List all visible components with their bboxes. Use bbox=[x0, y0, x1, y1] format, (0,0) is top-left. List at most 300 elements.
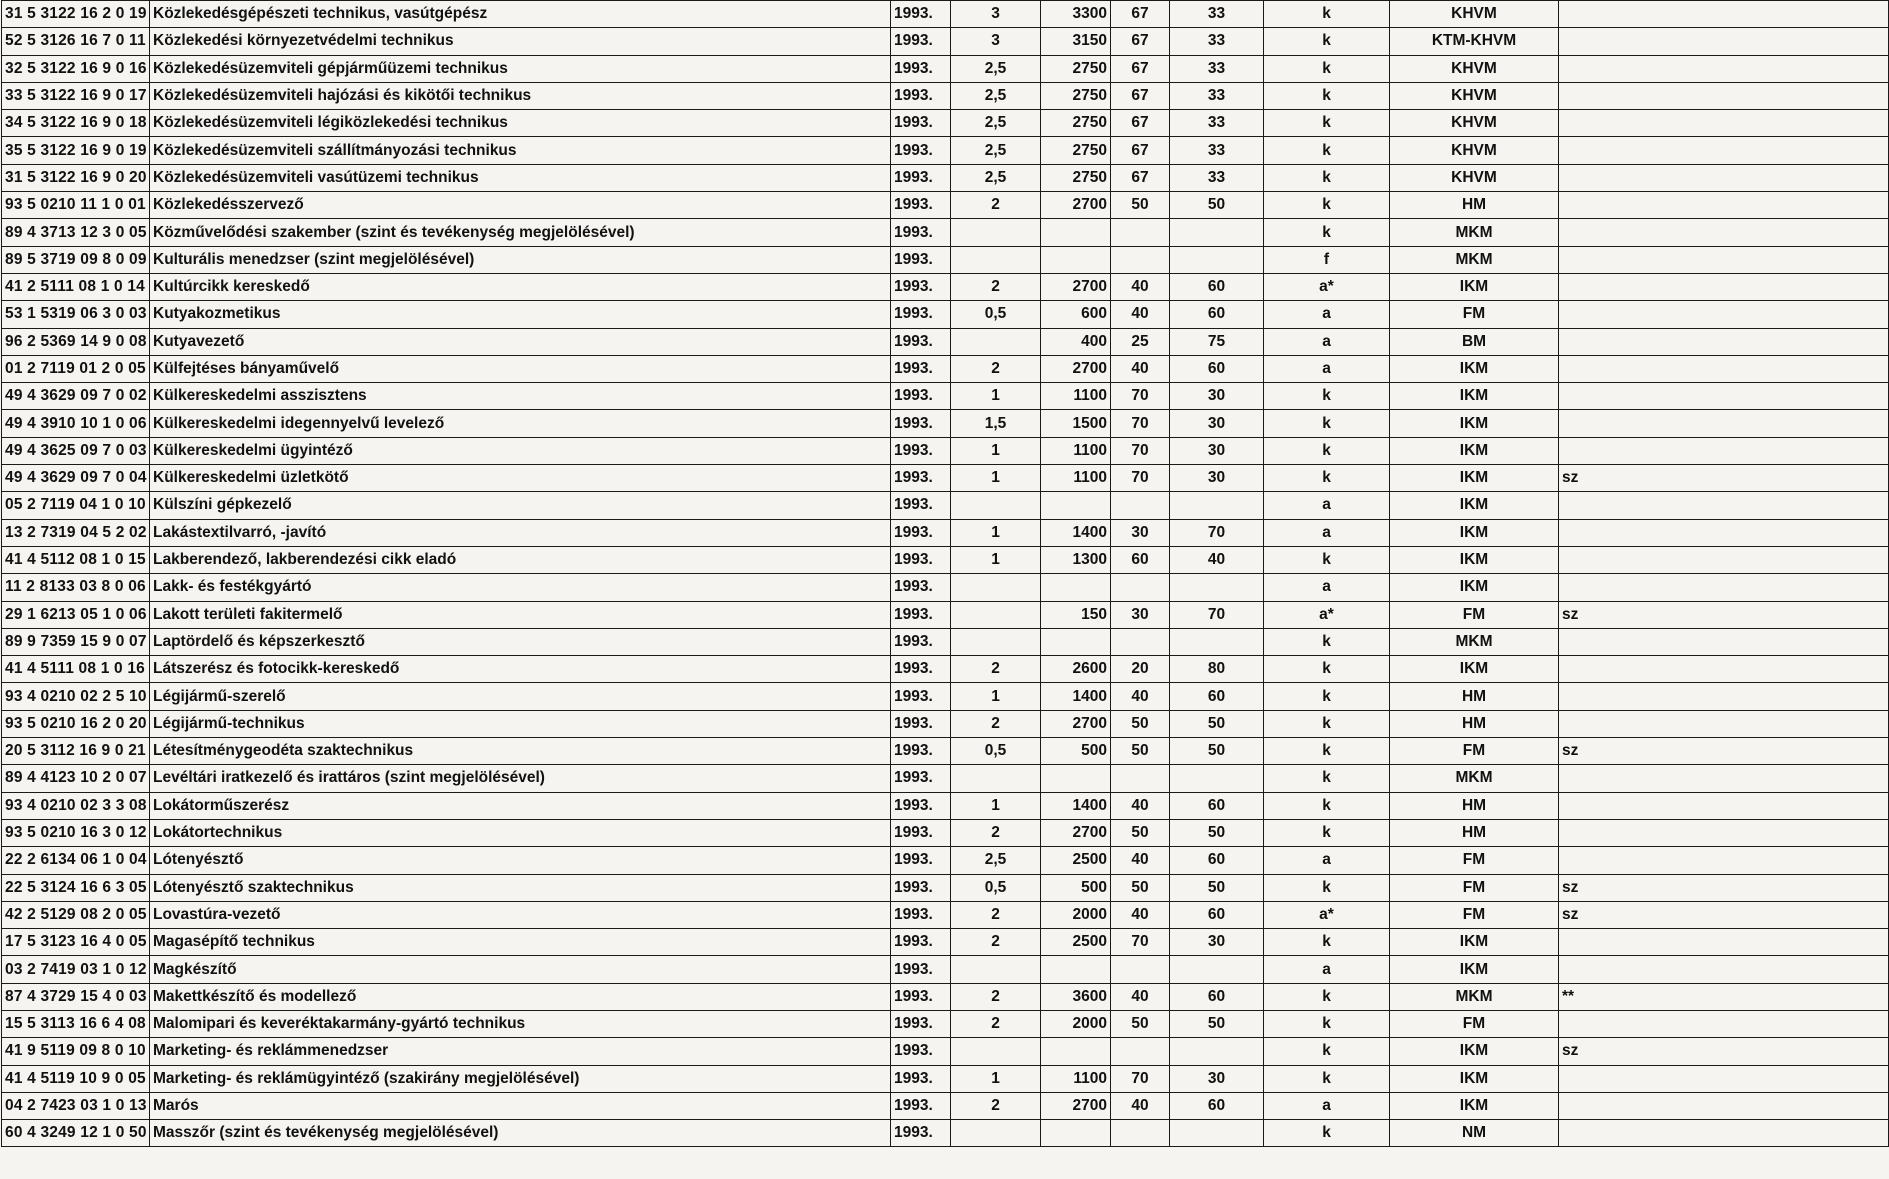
training-hours-cell: 2700 bbox=[1041, 1092, 1111, 1119]
ministry-cell: FM bbox=[1390, 874, 1559, 901]
training-hours-cell bbox=[1041, 765, 1111, 792]
ministry-cell: KHVM bbox=[1390, 137, 1559, 164]
year-cell: 1993. bbox=[891, 956, 951, 983]
year-cell: 1993. bbox=[891, 628, 951, 655]
training-hours-cell: 500 bbox=[1041, 874, 1111, 901]
qualification-type-cell: a* bbox=[1264, 901, 1390, 928]
practice-percent-cell: 50 bbox=[1170, 192, 1264, 219]
table-row bbox=[2, 847, 1889, 874]
note-cell: sz bbox=[1559, 874, 1889, 901]
training-duration-cell: 1,5 bbox=[951, 410, 1041, 437]
note-cell bbox=[1559, 819, 1889, 846]
qualification-type-cell: k bbox=[1264, 383, 1390, 410]
classification-code-cell: 17 5 3123 16 4 0 05 bbox=[2, 929, 150, 956]
ministry-cell: IKM bbox=[1390, 383, 1559, 410]
note-cell bbox=[1559, 28, 1889, 55]
classification-code-cell: 41 9 5119 09 8 0 10 bbox=[2, 1038, 150, 1065]
note-cell: sz bbox=[1559, 738, 1889, 765]
practice-percent-cell: 60 bbox=[1170, 792, 1264, 819]
table-row bbox=[2, 710, 1889, 737]
ministry-cell: KHVM bbox=[1390, 164, 1559, 191]
table-row bbox=[2, 901, 1889, 928]
theory-percent-cell bbox=[1111, 574, 1170, 601]
year-cell: 1993. bbox=[891, 765, 951, 792]
note-cell bbox=[1559, 328, 1889, 355]
training-hours-cell: 2700 bbox=[1041, 192, 1111, 219]
theory-percent-cell: 70 bbox=[1111, 465, 1170, 492]
note-cell bbox=[1559, 301, 1889, 328]
training-duration-cell: 2 bbox=[951, 355, 1041, 382]
classification-code-cell: 52 5 3126 16 7 0 11 bbox=[2, 28, 150, 55]
practice-percent-cell: 60 bbox=[1170, 683, 1264, 710]
ministry-cell: MKM bbox=[1390, 765, 1559, 792]
theory-percent-cell: 50 bbox=[1111, 192, 1170, 219]
table-row bbox=[2, 492, 1889, 519]
theory-percent-cell: 67 bbox=[1111, 164, 1170, 191]
ministry-cell: FM bbox=[1390, 601, 1559, 628]
table-row bbox=[2, 628, 1889, 655]
theory-percent-cell: 50 bbox=[1111, 819, 1170, 846]
practice-percent-cell: 60 bbox=[1170, 1092, 1264, 1119]
classification-code-cell: 89 4 4123 10 2 0 07 bbox=[2, 765, 150, 792]
ministry-cell: IKM bbox=[1390, 465, 1559, 492]
theory-percent-cell: 40 bbox=[1111, 273, 1170, 300]
table-row bbox=[2, 546, 1889, 573]
year-cell: 1993. bbox=[891, 465, 951, 492]
practice-percent-cell: 50 bbox=[1170, 819, 1264, 846]
note-cell bbox=[1559, 929, 1889, 956]
ministry-cell: HM bbox=[1390, 819, 1559, 846]
note-cell bbox=[1559, 219, 1889, 246]
practice-percent-cell: 30 bbox=[1170, 437, 1264, 464]
practice-percent-cell: 30 bbox=[1170, 929, 1264, 956]
classification-code-cell: 31 5 3122 16 2 0 19 bbox=[2, 1, 150, 28]
training-duration-cell bbox=[951, 765, 1041, 792]
training-duration-cell: 2 bbox=[951, 656, 1041, 683]
practice-percent-cell bbox=[1170, 574, 1264, 601]
training-duration-cell: 1 bbox=[951, 683, 1041, 710]
note-cell bbox=[1559, 519, 1889, 546]
theory-percent-cell: 67 bbox=[1111, 110, 1170, 137]
qualification-type-cell: a bbox=[1264, 956, 1390, 983]
table-row bbox=[2, 164, 1889, 191]
qualification-type-cell: k bbox=[1264, 82, 1390, 109]
year-cell: 1993. bbox=[891, 601, 951, 628]
practice-percent-cell: 33 bbox=[1170, 137, 1264, 164]
year-cell: 1993. bbox=[891, 55, 951, 82]
year-cell: 1993. bbox=[891, 192, 951, 219]
training-duration-cell: 0,5 bbox=[951, 738, 1041, 765]
ministry-cell: HM bbox=[1390, 683, 1559, 710]
ministry-cell: KHVM bbox=[1390, 110, 1559, 137]
classification-code-cell: 22 2 6134 06 1 0 04 bbox=[2, 847, 150, 874]
theory-percent-cell: 25 bbox=[1111, 328, 1170, 355]
table-row bbox=[2, 301, 1889, 328]
occupation-name-cell: Közlekedésüzemviteli légiközlekedési technikus bbox=[150, 110, 891, 137]
practice-percent-cell: 33 bbox=[1170, 110, 1264, 137]
theory-percent-cell: 40 bbox=[1111, 901, 1170, 928]
table-row bbox=[2, 519, 1889, 546]
classification-code-cell: 96 2 5369 14 9 0 08 bbox=[2, 328, 150, 355]
ministry-cell: IKM bbox=[1390, 546, 1559, 573]
theory-percent-cell: 40 bbox=[1111, 983, 1170, 1010]
note-cell bbox=[1559, 792, 1889, 819]
occupation-name-cell: Közlekedésgépészeti technikus, vasútgépész bbox=[150, 1, 891, 28]
table-row bbox=[2, 465, 1889, 492]
classification-code-cell: 33 5 3122 16 9 0 17 bbox=[2, 82, 150, 109]
theory-percent-cell: 70 bbox=[1111, 410, 1170, 437]
qualification-type-cell: k bbox=[1264, 628, 1390, 655]
training-hours-cell: 1100 bbox=[1041, 465, 1111, 492]
year-cell: 1993. bbox=[891, 164, 951, 191]
qualification-type-cell: k bbox=[1264, 1010, 1390, 1037]
note-cell bbox=[1559, 192, 1889, 219]
note-cell bbox=[1559, 574, 1889, 601]
training-duration-cell bbox=[951, 574, 1041, 601]
year-cell: 1993. bbox=[891, 219, 951, 246]
table-row bbox=[2, 355, 1889, 382]
practice-percent-cell: 75 bbox=[1170, 328, 1264, 355]
ministry-cell: KHVM bbox=[1390, 1, 1559, 28]
training-hours-cell bbox=[1041, 628, 1111, 655]
training-duration-cell bbox=[951, 492, 1041, 519]
practice-percent-cell bbox=[1170, 219, 1264, 246]
training-hours-cell: 2750 bbox=[1041, 82, 1111, 109]
occupation-name-cell: Malomipari és keveréktakarmány-gyártó technikus bbox=[150, 1010, 891, 1037]
note-cell bbox=[1559, 355, 1889, 382]
qualification-type-cell: k bbox=[1264, 137, 1390, 164]
training-duration-cell bbox=[951, 246, 1041, 273]
note-cell bbox=[1559, 273, 1889, 300]
practice-percent-cell: 70 bbox=[1170, 601, 1264, 628]
practice-percent-cell: 70 bbox=[1170, 519, 1264, 546]
training-hours-cell: 3300 bbox=[1041, 1, 1111, 28]
qualification-type-cell: a bbox=[1264, 847, 1390, 874]
year-cell: 1993. bbox=[891, 246, 951, 273]
qualification-type-cell: a bbox=[1264, 519, 1390, 546]
note-cell bbox=[1559, 246, 1889, 273]
practice-percent-cell bbox=[1170, 1038, 1264, 1065]
classification-code-cell: 29 1 6213 05 1 0 06 bbox=[2, 601, 150, 628]
table-row bbox=[2, 82, 1889, 109]
occupation-name-cell: Lótenyésztő bbox=[150, 847, 891, 874]
ministry-cell: MKM bbox=[1390, 219, 1559, 246]
theory-percent-cell bbox=[1111, 765, 1170, 792]
practice-percent-cell: 50 bbox=[1170, 738, 1264, 765]
table-row bbox=[2, 819, 1889, 846]
training-hours-cell: 2700 bbox=[1041, 819, 1111, 846]
qualification-type-cell: k bbox=[1264, 219, 1390, 246]
year-cell: 1993. bbox=[891, 437, 951, 464]
qualification-type-cell: k bbox=[1264, 55, 1390, 82]
occupation-name-cell: Közlekedésüzemviteli szállítmányozási technikus bbox=[150, 137, 891, 164]
year-cell: 1993. bbox=[891, 901, 951, 928]
occupation-name-cell: Közlekedésüzemviteli gépjárműüzemi technikus bbox=[150, 55, 891, 82]
occupation-name-cell: Lakberendező, lakberendezési cikk eladó bbox=[150, 546, 891, 573]
year-cell: 1993. bbox=[891, 738, 951, 765]
classification-code-cell: 93 5 0210 16 2 0 20 bbox=[2, 710, 150, 737]
training-duration-cell: 2,5 bbox=[951, 55, 1041, 82]
qualification-type-cell: a bbox=[1264, 355, 1390, 382]
training-duration-cell bbox=[951, 601, 1041, 628]
qualification-type-cell: a bbox=[1264, 574, 1390, 601]
training-hours-cell: 2700 bbox=[1041, 355, 1111, 382]
year-cell: 1993. bbox=[891, 1065, 951, 1092]
theory-percent-cell: 40 bbox=[1111, 355, 1170, 382]
theory-percent-cell: 30 bbox=[1111, 519, 1170, 546]
occupation-name-cell: Közművelődési szakember (szint és tevékenység megjelölésével) bbox=[150, 219, 891, 246]
qualification-type-cell: a bbox=[1264, 301, 1390, 328]
occupation-name-cell: Közlekedésszervező bbox=[150, 192, 891, 219]
register-body bbox=[2, 1, 1889, 1147]
qualification-type-cell: k bbox=[1264, 164, 1390, 191]
qualification-type-cell: k bbox=[1264, 656, 1390, 683]
practice-percent-cell bbox=[1170, 492, 1264, 519]
year-cell: 1993. bbox=[891, 137, 951, 164]
training-hours-cell: 2700 bbox=[1041, 710, 1111, 737]
classification-code-cell: 13 2 7319 04 5 2 02 bbox=[2, 519, 150, 546]
ministry-cell: MKM bbox=[1390, 628, 1559, 655]
training-hours-cell: 150 bbox=[1041, 601, 1111, 628]
table-row bbox=[2, 1, 1889, 28]
classification-code-cell: 15 5 3113 16 6 4 08 bbox=[2, 1010, 150, 1037]
occupation-name-cell: Lakott területi fakitermelő bbox=[150, 601, 891, 628]
training-duration-cell: 2 bbox=[951, 710, 1041, 737]
classification-code-cell: 04 2 7423 03 1 0 13 bbox=[2, 1092, 150, 1119]
theory-percent-cell: 67 bbox=[1111, 55, 1170, 82]
qualification-type-cell: k bbox=[1264, 683, 1390, 710]
practice-percent-cell: 30 bbox=[1170, 1065, 1264, 1092]
practice-percent-cell: 33 bbox=[1170, 55, 1264, 82]
ministry-cell: IKM bbox=[1390, 1065, 1559, 1092]
classification-code-cell: 87 4 3729 15 4 0 03 bbox=[2, 983, 150, 1010]
classification-code-cell: 11 2 8133 03 8 0 06 bbox=[2, 574, 150, 601]
theory-percent-cell: 20 bbox=[1111, 656, 1170, 683]
training-duration-cell: 2,5 bbox=[951, 137, 1041, 164]
classification-code-cell: 89 4 3713 12 3 0 05 bbox=[2, 219, 150, 246]
occupation-name-cell: Külkereskedelmi üzletkötő bbox=[150, 465, 891, 492]
training-duration-cell: 2 bbox=[951, 1092, 1041, 1119]
occupation-name-cell: Kultúrcikk kereskedő bbox=[150, 273, 891, 300]
qualification-type-cell: k bbox=[1264, 1038, 1390, 1065]
theory-percent-cell: 60 bbox=[1111, 546, 1170, 573]
ministry-cell: HM bbox=[1390, 710, 1559, 737]
theory-percent-cell bbox=[1111, 219, 1170, 246]
classification-code-cell: 35 5 3122 16 9 0 19 bbox=[2, 137, 150, 164]
training-duration-cell: 3 bbox=[951, 1, 1041, 28]
training-hours-cell bbox=[1041, 219, 1111, 246]
year-cell: 1993. bbox=[891, 110, 951, 137]
training-duration-cell: 0,5 bbox=[951, 301, 1041, 328]
qualification-type-cell: k bbox=[1264, 546, 1390, 573]
occupation-name-cell: Légijármű-technikus bbox=[150, 710, 891, 737]
note-cell bbox=[1559, 82, 1889, 109]
year-cell: 1993. bbox=[891, 519, 951, 546]
training-hours-cell bbox=[1041, 574, 1111, 601]
year-cell: 1993. bbox=[891, 792, 951, 819]
table-row bbox=[2, 956, 1889, 983]
occupation-name-cell: Külkereskedelmi idegennyelvű levelező bbox=[150, 410, 891, 437]
occupation-name-cell: Masszőr (szint és tevékenység megjelölésével) bbox=[150, 1120, 891, 1147]
practice-percent-cell: 30 bbox=[1170, 465, 1264, 492]
table-row bbox=[2, 1038, 1889, 1065]
occupation-name-cell: Külszíni gépkezelő bbox=[150, 492, 891, 519]
classification-code-cell: 32 5 3122 16 9 0 16 bbox=[2, 55, 150, 82]
classification-code-cell: 41 4 5112 08 1 0 15 bbox=[2, 546, 150, 573]
year-cell: 1993. bbox=[891, 355, 951, 382]
table-row bbox=[2, 574, 1889, 601]
practice-percent-cell: 30 bbox=[1170, 383, 1264, 410]
classification-code-cell: 53 1 5319 06 3 0 03 bbox=[2, 301, 150, 328]
qualification-type-cell: k bbox=[1264, 1, 1390, 28]
training-hours-cell: 2600 bbox=[1041, 656, 1111, 683]
practice-percent-cell: 60 bbox=[1170, 355, 1264, 382]
table-row bbox=[2, 792, 1889, 819]
table-row bbox=[2, 383, 1889, 410]
training-duration-cell bbox=[951, 219, 1041, 246]
theory-percent-cell: 40 bbox=[1111, 301, 1170, 328]
occupation-name-cell: Lovastúra-vezető bbox=[150, 901, 891, 928]
qualification-type-cell: a bbox=[1264, 328, 1390, 355]
training-hours-cell: 2700 bbox=[1041, 273, 1111, 300]
ministry-cell: KTM-KHVM bbox=[1390, 28, 1559, 55]
classification-code-cell: 05 2 7119 04 1 0 10 bbox=[2, 492, 150, 519]
training-duration-cell: 0,5 bbox=[951, 874, 1041, 901]
note-cell bbox=[1559, 437, 1889, 464]
table-row bbox=[2, 192, 1889, 219]
training-duration-cell: 2 bbox=[951, 1010, 1041, 1037]
training-hours-cell bbox=[1041, 1120, 1111, 1147]
occupation-name-cell: Lokátortechnikus bbox=[150, 819, 891, 846]
table-row bbox=[2, 28, 1889, 55]
ministry-cell: IKM bbox=[1390, 956, 1559, 983]
training-hours-cell: 2750 bbox=[1041, 110, 1111, 137]
occupation-name-cell: Marketing- és reklámmenedzser bbox=[150, 1038, 891, 1065]
training-duration-cell: 2,5 bbox=[951, 82, 1041, 109]
occupation-name-cell: Légijármű-szerelő bbox=[150, 683, 891, 710]
year-cell: 1993. bbox=[891, 983, 951, 1010]
ministry-cell: IKM bbox=[1390, 273, 1559, 300]
training-duration-cell: 2,5 bbox=[951, 110, 1041, 137]
training-duration-cell: 1 bbox=[951, 437, 1041, 464]
occupation-name-cell: Kutyavezető bbox=[150, 328, 891, 355]
theory-percent-cell: 70 bbox=[1111, 383, 1170, 410]
year-cell: 1993. bbox=[891, 710, 951, 737]
qualification-type-cell: k bbox=[1264, 710, 1390, 737]
theory-percent-cell: 50 bbox=[1111, 874, 1170, 901]
theory-percent-cell: 50 bbox=[1111, 710, 1170, 737]
note-cell: sz bbox=[1559, 901, 1889, 928]
year-cell: 1993. bbox=[891, 683, 951, 710]
theory-percent-cell: 30 bbox=[1111, 601, 1170, 628]
note-cell bbox=[1559, 1092, 1889, 1119]
note-cell bbox=[1559, 383, 1889, 410]
qualification-type-cell: k bbox=[1264, 819, 1390, 846]
ministry-cell: IKM bbox=[1390, 355, 1559, 382]
year-cell: 1993. bbox=[891, 410, 951, 437]
training-hours-cell: 1300 bbox=[1041, 546, 1111, 573]
theory-percent-cell: 67 bbox=[1111, 82, 1170, 109]
practice-percent-cell: 40 bbox=[1170, 546, 1264, 573]
note-cell bbox=[1559, 410, 1889, 437]
classification-code-cell: 89 5 3719 09 8 0 09 bbox=[2, 246, 150, 273]
practice-percent-cell: 50 bbox=[1170, 710, 1264, 737]
table-row bbox=[2, 1010, 1889, 1037]
classification-code-cell: 93 4 0210 02 3 3 08 bbox=[2, 792, 150, 819]
theory-percent-cell bbox=[1111, 1120, 1170, 1147]
training-hours-cell: 1100 bbox=[1041, 383, 1111, 410]
occupation-name-cell: Marketing- és reklámügyintéző (szakirány megjelölésével) bbox=[150, 1065, 891, 1092]
ministry-cell: FM bbox=[1390, 301, 1559, 328]
ministry-cell: FM bbox=[1390, 1010, 1559, 1037]
classification-code-cell: 93 5 0210 16 3 0 12 bbox=[2, 819, 150, 846]
occupation-name-cell: Közlekedésüzemviteli hajózási és kikötői technikus bbox=[150, 82, 891, 109]
theory-percent-cell: 70 bbox=[1111, 1065, 1170, 1092]
training-hours-cell: 2500 bbox=[1041, 847, 1111, 874]
note-cell: ** bbox=[1559, 983, 1889, 1010]
table-row bbox=[2, 328, 1889, 355]
training-hours-cell: 1500 bbox=[1041, 410, 1111, 437]
occupation-register-table bbox=[1, 0, 1889, 1147]
practice-percent-cell bbox=[1170, 246, 1264, 273]
year-cell: 1993. bbox=[891, 273, 951, 300]
practice-percent-cell: 60 bbox=[1170, 983, 1264, 1010]
practice-percent-cell bbox=[1170, 765, 1264, 792]
qualification-type-cell: a bbox=[1264, 492, 1390, 519]
training-duration-cell: 1 bbox=[951, 1065, 1041, 1092]
ministry-cell: IKM bbox=[1390, 1038, 1559, 1065]
table-row bbox=[2, 983, 1889, 1010]
training-hours-cell: 1400 bbox=[1041, 792, 1111, 819]
practice-percent-cell: 50 bbox=[1170, 1010, 1264, 1037]
theory-percent-cell: 50 bbox=[1111, 1010, 1170, 1037]
note-cell bbox=[1559, 683, 1889, 710]
table-row bbox=[2, 273, 1889, 300]
training-duration-cell bbox=[951, 328, 1041, 355]
theory-percent-cell: 50 bbox=[1111, 738, 1170, 765]
theory-percent-cell bbox=[1111, 492, 1170, 519]
occupation-name-cell: Magkészítő bbox=[150, 956, 891, 983]
occupation-name-cell: Külkereskedelmi ügyintéző bbox=[150, 437, 891, 464]
ministry-cell: IKM bbox=[1390, 656, 1559, 683]
year-cell: 1993. bbox=[891, 574, 951, 601]
classification-code-cell: 41 4 5119 10 9 0 05 bbox=[2, 1065, 150, 1092]
table-row bbox=[2, 410, 1889, 437]
ministry-cell: HM bbox=[1390, 792, 1559, 819]
practice-percent-cell bbox=[1170, 1120, 1264, 1147]
theory-percent-cell: 67 bbox=[1111, 28, 1170, 55]
training-duration-cell: 1 bbox=[951, 792, 1041, 819]
table-row bbox=[2, 929, 1889, 956]
training-hours-cell: 2000 bbox=[1041, 1010, 1111, 1037]
classification-code-cell: 22 5 3124 16 6 3 05 bbox=[2, 874, 150, 901]
training-duration-cell: 3 bbox=[951, 28, 1041, 55]
practice-percent-cell: 80 bbox=[1170, 656, 1264, 683]
classification-code-cell: 60 4 3249 12 1 0 50 bbox=[2, 1120, 150, 1147]
occupation-name-cell: Külkereskedelmi asszisztens bbox=[150, 383, 891, 410]
occupation-name-cell: Lakástextilvarró, -javító bbox=[150, 519, 891, 546]
practice-percent-cell bbox=[1170, 628, 1264, 655]
training-hours-cell: 1400 bbox=[1041, 519, 1111, 546]
classification-code-cell: 01 2 7119 01 2 0 05 bbox=[2, 355, 150, 382]
table-row bbox=[2, 683, 1889, 710]
table-row bbox=[2, 246, 1889, 273]
theory-percent-cell: 70 bbox=[1111, 437, 1170, 464]
qualification-type-cell: k bbox=[1264, 437, 1390, 464]
qualification-type-cell: k bbox=[1264, 874, 1390, 901]
occupation-name-cell: Makettkészítő és modellező bbox=[150, 983, 891, 1010]
training-duration-cell: 2 bbox=[951, 273, 1041, 300]
